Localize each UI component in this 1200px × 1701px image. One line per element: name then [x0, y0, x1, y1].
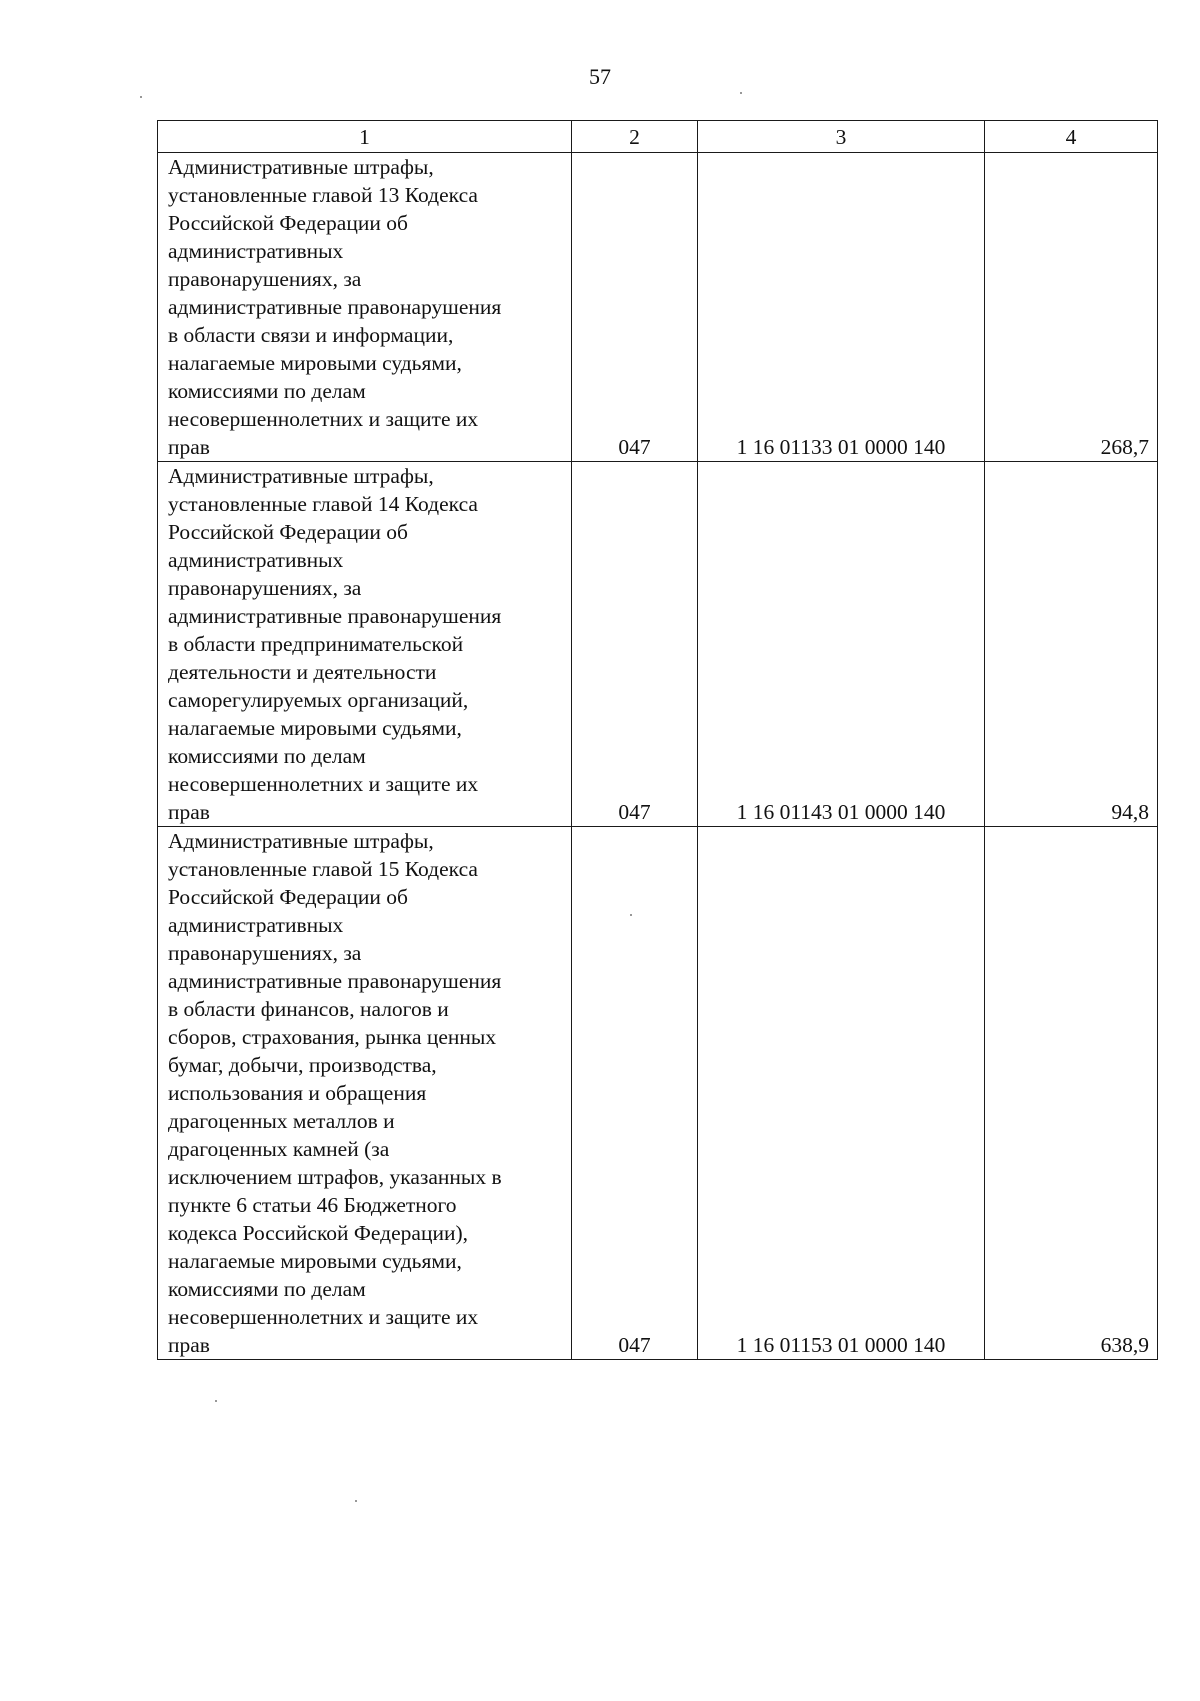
row-kbk-code: 1 16 01133 01 0000 140	[698, 153, 985, 462]
header-row	[158, 121, 1158, 153]
row-amount: 268,7	[985, 153, 1158, 462]
row-description: Административные штрафы, установленные главой 14 Кодекса Российской Федерации об административных правонарушениях, за административные правонарушения в области предпринимательской деятельности и деятельности саморегулируемых организаций, налагаемые мировыми судьями, комиссиями по делам несовершеннолетних и защите их прав	[158, 462, 572, 827]
row-description: Административные штрафы, установленные главой 13 Кодекса Российской Федерации об административных правонарушениях, за административные правонарушения в области связи и информации, налагаемые мировыми судьями, комиссиями по делам несовершеннолетних и защите их прав	[158, 153, 572, 462]
header-col-1: 1	[158, 121, 572, 153]
table-row	[158, 153, 1158, 462]
scan-speck	[740, 92, 742, 94]
row-amount: 638,9	[985, 827, 1158, 1360]
row-kbk-code: 1 16 01153 01 0000 140	[698, 827, 985, 1360]
table-row	[158, 827, 1158, 1360]
scan-speck	[215, 1400, 217, 1402]
row-amount: 94,8	[985, 462, 1158, 827]
header-col-2: 2	[572, 121, 698, 153]
header-col-4: 4	[985, 121, 1158, 153]
table-row	[158, 462, 1158, 827]
header-col-3: 3	[698, 121, 985, 153]
row-kbk-code: 1 16 01143 01 0000 140	[698, 462, 985, 827]
row-description: Административные штрафы, установленные главой 15 Кодекса Российской Федерации об административных правонарушениях, за административные правонарушения в области финансов, налогов и сборов, страхования, рынка ценных бумаг, добычи, производства, использования и обращения драгоценных металлов и драгоценных камней (за исключением штрафов, указанных в пункте 6 статьи 46 Бюджетного кодекса Российской Федерации), налагаемые мировыми судьями, комиссиями по делам несовершеннолетних и защите их прав	[158, 827, 572, 1360]
row-admin-code: 047	[572, 153, 698, 462]
row-admin-code: 047	[572, 827, 698, 1360]
page-number: 57	[589, 64, 611, 89]
budget-table	[157, 120, 1158, 1360]
row-admin-code: 047	[572, 462, 698, 827]
scan-speck	[355, 1500, 357, 1502]
scan-speck	[140, 96, 142, 98]
